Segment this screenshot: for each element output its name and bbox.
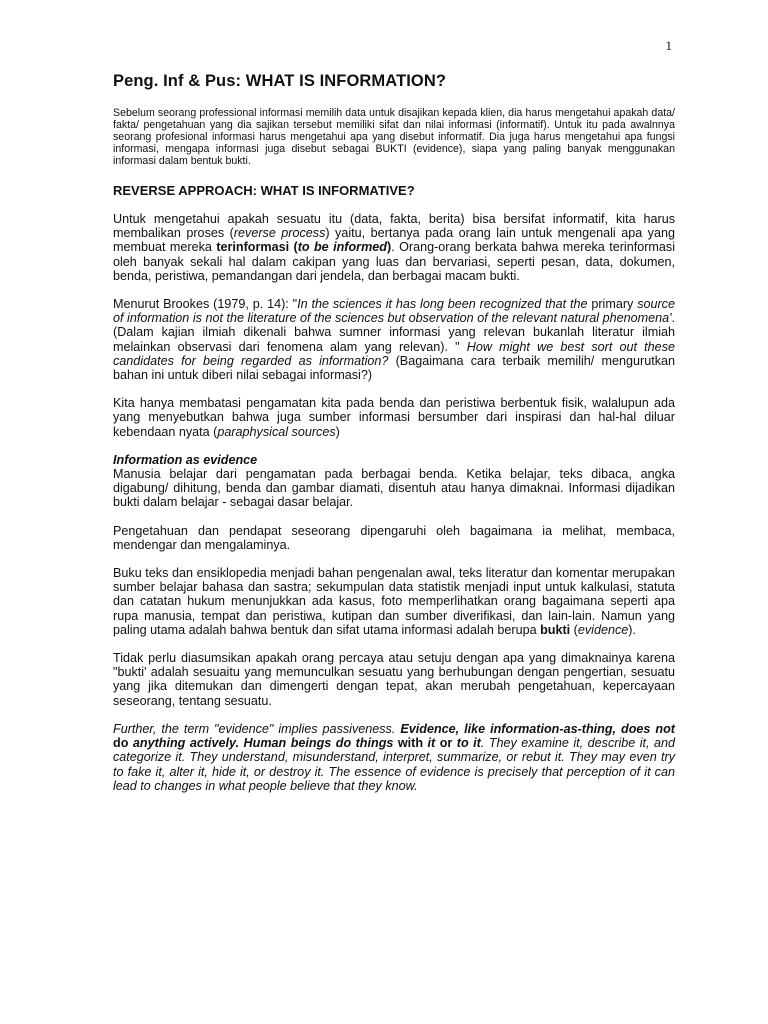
paragraph-knowledge-opinion: Pengetahuan dan pendapat seseorang dipengaruhi oleh bagaimana ia melihat, membaca, mendengar dan mengalaminya. [113, 523, 675, 552]
heading-reverse-approach: REVERSE APPROACH: WHAT IS INFORMATIVE? [113, 183, 415, 198]
document-title: Peng. Inf & Pus: WHAT IS INFORMATION? [113, 72, 447, 90]
paragraph-reverse-process: Untuk mengetahui apakah sesuatu itu (data, fakta, berita) bisa bersifat informatif, kita harus membalikan proses (reverse process) yaitu, bertanya pada orang lain untuk mengenali apa yang membuat mereka terinformasi (to be informed). Orang-orang berkata bahwa mereka terinformasi oleh banyak sekali hal dalam cakipan yang luas dan bervariasi, seperti pesan, data, dokumen, benda, peristiwa, pemandangan dari jendela, dan berbagai macam bukti. [113, 212, 675, 283]
paragraph-brookes-quote: Menurut Brookes (1979, p. 14): "In the sciences it has long been recognized that the primary source of information is not the literature of the sciences but observation of the relevant natural phenomena'. (Dalam kajian ilmiah dikenali bahwa sumner informasi yang relevan bukanlah literatur ilmiah melainkan observasi dari fenomena alam yang relevan). " How might we best sort out these candidates for being regarded as information? (Bagaimana cara terbaik memilih/ mengurutkan bahan ini untuk diberi nilai sebagai informasi?) [113, 297, 675, 383]
paragraph-evidence-passiveness: Further, the term "evidence" implies passiveness. Evidence, like information-as-thing, does not do anything actively. Human beings do things with it or to it. They examine it, describe it, and categorize it. They understand, misunderstand, interpret, summarize, or rebut it. They may even try to fake it, alter it, hide it, or destroy it. The essence of evidence is precisely that perception of it can lead to changes in what people believe that they know. [113, 721, 676, 793]
paragraph-learning-observation: Manusia belajar dari pengamatan pada berbagai benda. Ketika belajar, teks dibaca, angka digabung/ dihitung, benda dan gambar diamati, disentuh atau hanya dimaknai. Informasi dijadikan bukti dalam belajar - sebagai dasar belajar. [113, 467, 675, 510]
document-content [113, 72, 675, 807]
paragraph-textbooks-evidence: Buku teks dan ensiklopedia menjadi bahan pengenalan awal, teks literatur dan komentar merupakan sumber belajar bahasa dan sastra; sekumpulan data statistik menjadi input untuk kalkulasi, statuta dan catatan hukum menunjukkan ada kasus, foto memperlihatkan orang bagaimana seperti apa rupa manusia, tempat dan peristiwa, kutipan dan sumber diverifikasi, dan lain-lain. Namun yang paling utama adalah bahwa bentuk dan sifat utama informasi adalah berupa bukti (evidence). [113, 566, 675, 637]
intro-paragraph: Sebelum seorang professional informasi memilih data untuk disajikan kepada klien, dia harus mengetahui apakah data/ fakta/ pengetahuan yang dia sajikan tersebut memiliki sifat dan nilai informasi (informatif). Untuk itu pada awalnnya seorang profesional informasi harus mengetahui apa yang disebut informatif. Dia juga harus mengetahui apa fungsi informasi, mengapa informasi juga disebut sebagai BUKTI (evidence), siapa yang paling banyak menggunakan informasi dalam bentuk bukti. [113, 107, 675, 167]
paragraph-belief-evidence: Tidak perlu diasumsikan apakah orang percaya atau setuju dengan apa yang dimaknainya karena "bukti' adalah sesuaitu yang memunculkan sesuatu yang berhubungan dengan pengertian, sesuatu yang jika ditemukan dan dimengerti dengan tepat, akan merubah pengetahuan, kepercayaan seseorang, tentang sesuatu. [113, 651, 675, 708]
paragraph-physical-objects: Kita hanya membatasi pengamatan kita pada benda dan peristiwa berbentuk fisik, walalupun ada yang menyebutkan bahwa juga sumber informasi bersumber dari inspirasi dan hal-hal diluar kebendaan nyata (paraphysical sources) [113, 396, 675, 439]
page-number: 1 [665, 38, 672, 53]
heading-information-as-evidence: Information as evidence [113, 452, 258, 467]
